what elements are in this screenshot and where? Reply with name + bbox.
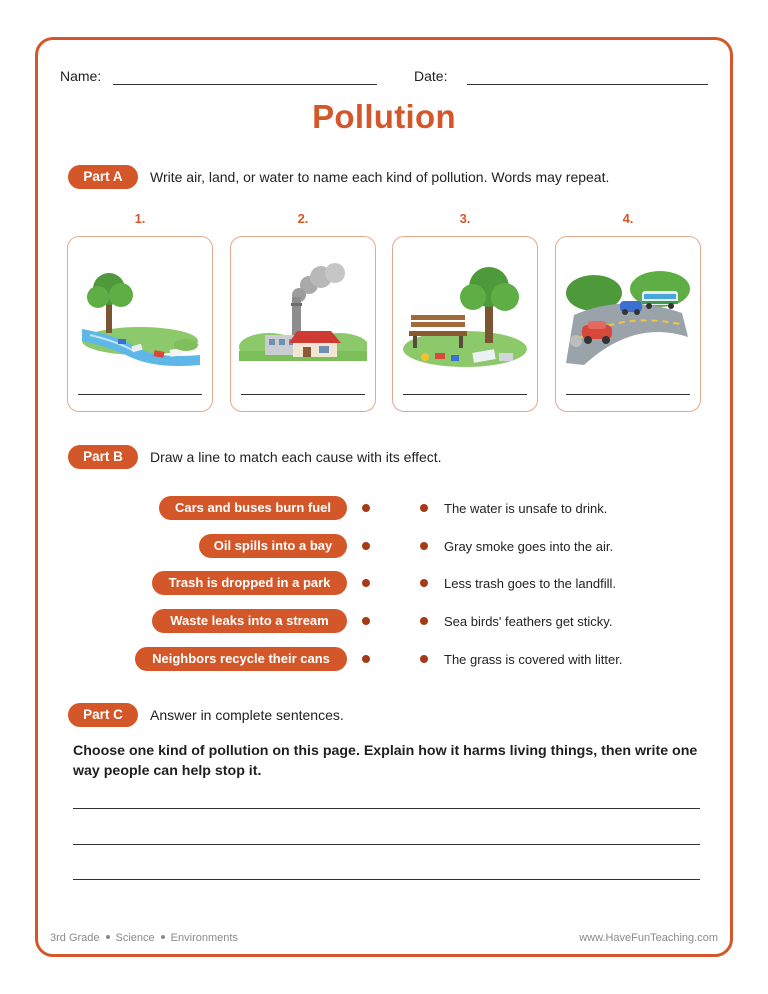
cause-label: Neighbors recycle their cans xyxy=(135,647,347,671)
cause-dot[interactable] xyxy=(362,579,370,587)
factory-smokestack-picture xyxy=(239,259,367,377)
writing-line[interactable] xyxy=(73,808,700,809)
part-c-question: Choose one kind of pollution on this page. Explain how it harms living things, then write one way people can help stop it. xyxy=(73,743,698,779)
name-date-row xyxy=(60,68,708,86)
page-title: Pollution xyxy=(312,98,456,135)
date-label: Date: xyxy=(414,68,448,84)
answer-line-1[interactable] xyxy=(78,394,202,395)
cause-label: Cars and buses burn fuel xyxy=(159,496,347,520)
footer-tags xyxy=(50,932,238,944)
polluted-stream-picture xyxy=(76,259,204,377)
pollution-card-4 xyxy=(555,236,701,412)
part-a-badge: Part A xyxy=(68,165,138,189)
part-a-instruction: Write air, land, or water to name each kind of pollution. Words may repeat. xyxy=(150,169,610,185)
item-number: 2. xyxy=(297,211,309,226)
name-field[interactable] xyxy=(113,84,377,85)
answer-line-2[interactable] xyxy=(241,394,365,395)
effect-label: Gray smoke goes into the air. xyxy=(444,539,614,554)
traffic-road-picture xyxy=(564,259,692,377)
writing-line[interactable] xyxy=(73,844,700,845)
item-number: 4. xyxy=(622,211,634,226)
cause-dot[interactable] xyxy=(362,655,370,663)
effect-label: The water is unsafe to drink. xyxy=(444,501,608,516)
effect-dot[interactable] xyxy=(420,579,428,587)
effect-label: The grass is covered with litter. xyxy=(444,652,623,667)
pollution-card-3 xyxy=(392,236,538,412)
cause-dot[interactable] xyxy=(362,542,370,550)
effect-label: Less trash goes to the landfill. xyxy=(444,576,616,591)
pollution-card-2 xyxy=(230,236,376,412)
cause-dot[interactable] xyxy=(362,617,370,625)
bullet-icon xyxy=(161,935,165,939)
part-b-instruction: Draw a line to match each cause with its effect. xyxy=(150,449,442,465)
littered-park-picture xyxy=(401,259,529,377)
bullet-icon xyxy=(106,935,110,939)
part-c-instruction: Answer in complete sentences. xyxy=(150,707,344,723)
writing-line[interactable] xyxy=(73,879,700,880)
effect-dot[interactable] xyxy=(420,617,428,625)
footer-grade: 3rd Grade xyxy=(50,932,100,944)
date-field[interactable] xyxy=(467,84,708,85)
cause-label: Trash is dropped in a park xyxy=(152,571,347,595)
name-label: Name: xyxy=(60,68,102,84)
part-c-badge: Part C xyxy=(68,703,138,727)
item-number: 1. xyxy=(134,211,146,226)
footer-website: www.HaveFunTeaching.com xyxy=(579,932,718,944)
effect-dot[interactable] xyxy=(420,504,428,512)
effect-dot[interactable] xyxy=(420,655,428,663)
part-b-badge: Part B xyxy=(68,445,138,469)
effect-dot[interactable] xyxy=(420,542,428,550)
item-number: 3. xyxy=(459,211,471,226)
answer-line-3[interactable] xyxy=(403,394,527,395)
answer-line-4[interactable] xyxy=(566,394,690,395)
pollution-card-1 xyxy=(67,236,213,412)
cause-dot[interactable] xyxy=(362,504,370,512)
cause-label: Waste leaks into a stream xyxy=(152,609,347,633)
footer-subject: Science xyxy=(115,932,155,944)
cause-label: Oil spills into a bay xyxy=(199,534,347,558)
footer-topic: Environments xyxy=(170,932,238,944)
effect-label: Sea birds' feathers get sticky. xyxy=(444,614,613,629)
